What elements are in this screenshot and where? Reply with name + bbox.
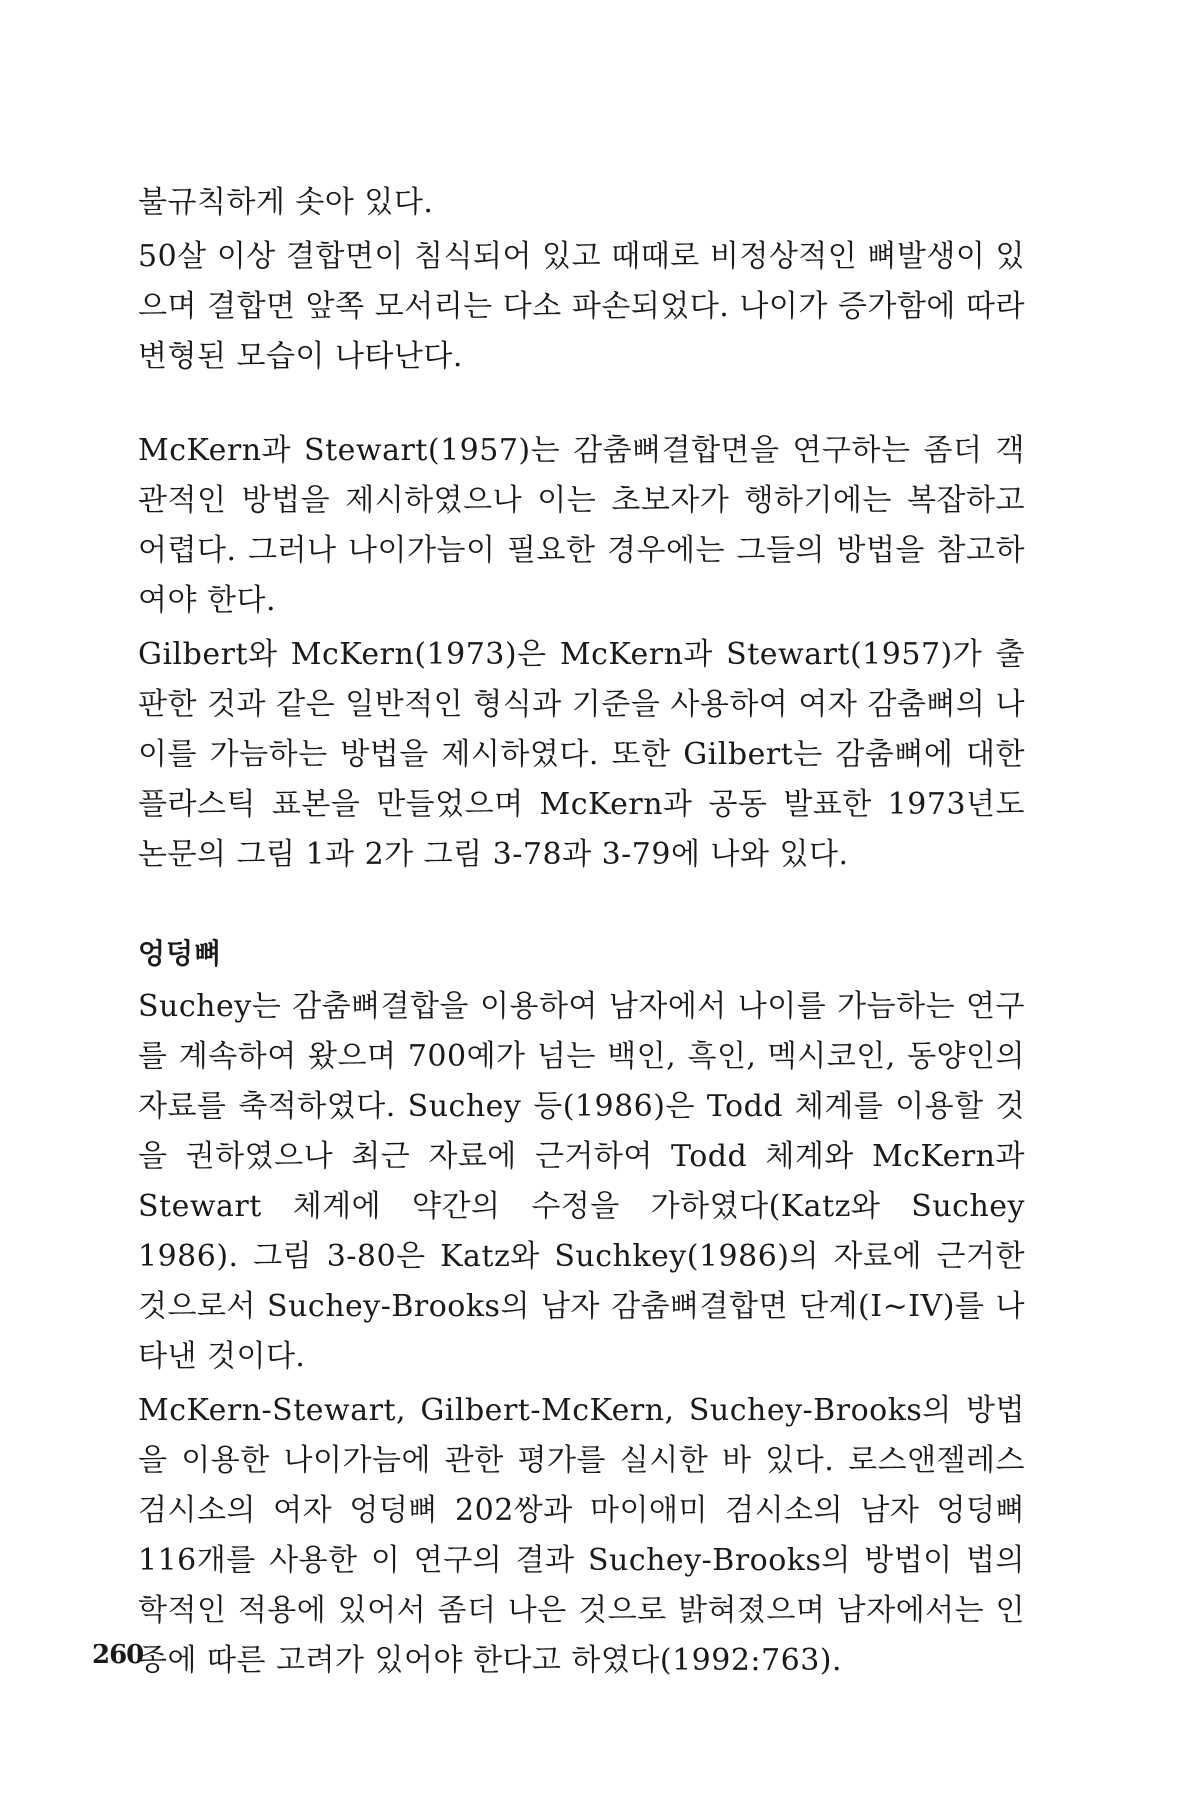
- page-number: 260: [92, 1640, 144, 1670]
- paragraph-4: Gilbert와 McKern(1973)은 McKern과 Stewart(1957)가 출판한 것과 같은 일반적인 형식과 기준을 사용하여 여자 감춤뼈의 나이를 가늠하는 방법을 제시하였다. 또한 Gilbert는 감춤뼈에 대한 플라스틱 표본을 만들었으며 McKern과 공동 발표한 1973년도 논문의 그림 1과 2가 그림 3-78과 3-79에 나와 있다.: [138, 637, 1025, 872]
- section-heading: 엉덩뼈: [138, 937, 223, 970]
- paragraph-3: McKern과 Stewart(1957)는 감춤뼈결합면을 연구하는 좀더 객관적인 방법을 제시하였으나 이는 초보자가 행하기에는 복잡하고 어렵다. 그러나 나이가늠이 필요한 경우에는 그들의 방법을 참고하여야 한다.: [138, 433, 1025, 618]
- paragraph-5: Suchey는 감춤뼈결합을 이용하여 남자에서 나이를 가늠하는 연구를 계속하여 왔으며 700예가 넘는 백인, 흑인, 멕시코인, 동양인의 자료를 축적하였다. Suchey 등(1986)은 Todd 체계를 이용할 것을 권하였으나 최근 자료에 근거하여 Todd 체계와 McKern과 Stewart 체계에 약간의 수정을 가하였다(Katz와 Suchey 1986). 그림 3-80은 Katz와 Suchkey(1986)의 자료에 근거한 것으로서 Suchey-Brooks의 남자 감춤뼈결합면 단계(I~IV)를 나타낸 것이다.: [138, 989, 1025, 1374]
- paragraph-1: 불규칙하게 솟아 있다.: [138, 185, 434, 220]
- paragraph-6: McKern-Stewart, Gilbert-McKern, Suchey-Brooks의 방법을 이용한 나이가늠에 관한 평가를 실시한 바 있다. 로스앤젤레스 검시소의 여자 엉덩뼈 202쌍과 마이애미 검시소의 남자 엉덩뼈 116개를 사용한 이 연구의 결과 Suchey-Brooks의 방법이 법의학적인 적용에 있어서 좀더 나은 것으로 밝혀졌으며 남자에서는 인종에 따른 고려가 있어야 한다고 하였다(1992:763).: [138, 1393, 1025, 1678]
- paragraph-2: 50살 이상 결합면이 침식되어 있고 때때로 비정상적인 뼈발생이 있으며 결합면 앞쪽 모서리는 다소 파손되었다. 나이가 증가함에 따라 변형된 모습이 나타난다.: [138, 239, 1025, 374]
